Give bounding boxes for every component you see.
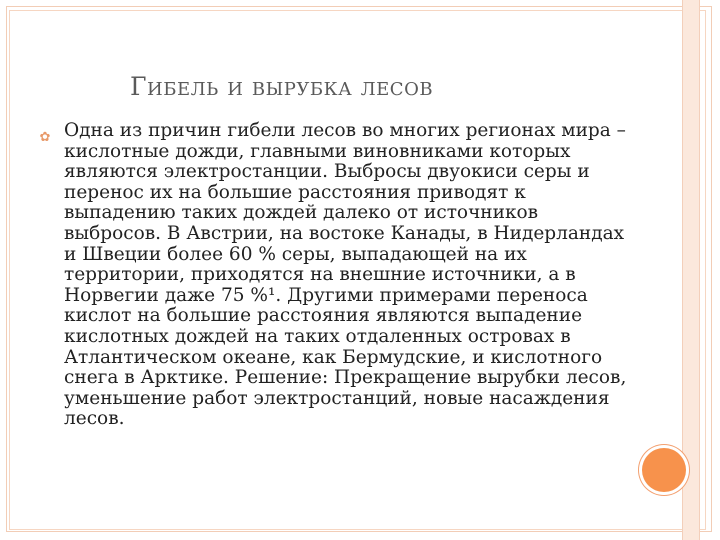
slide-title: Гибель и вырубка лесов	[130, 72, 434, 101]
decorative-orange-circle	[642, 448, 686, 492]
slide-body-paragraph: Одна из причин гибели лесов во многих регионах мира – кислотные дожди, главными виновниками которых являются электростанции. Выбросы двуокиси серы и перенос их на большие расстояния приводят к выпадению таких дождей далеко от источников выбросов. В Австрии, на востоке Канады, в Нидерландах и Швеции более 60 % серы, выпадающей на их территории, приходятся на внешние источники, а в Норвегии даже 75 %¹. Другими примерами переноса кислот на большие расстояния являются выпадение кислотных дождей на таких отдаленных островах в Атлантическом океане, как Бермудские, и кислотного снега в Арктике. Решение: Прекращение вырубки лесов, уменьшение работ электростанций, новые насаждения лесов.	[64, 120, 627, 430]
decorative-right-band	[682, 0, 700, 540]
bullet-icon: ✿	[39, 130, 51, 145]
